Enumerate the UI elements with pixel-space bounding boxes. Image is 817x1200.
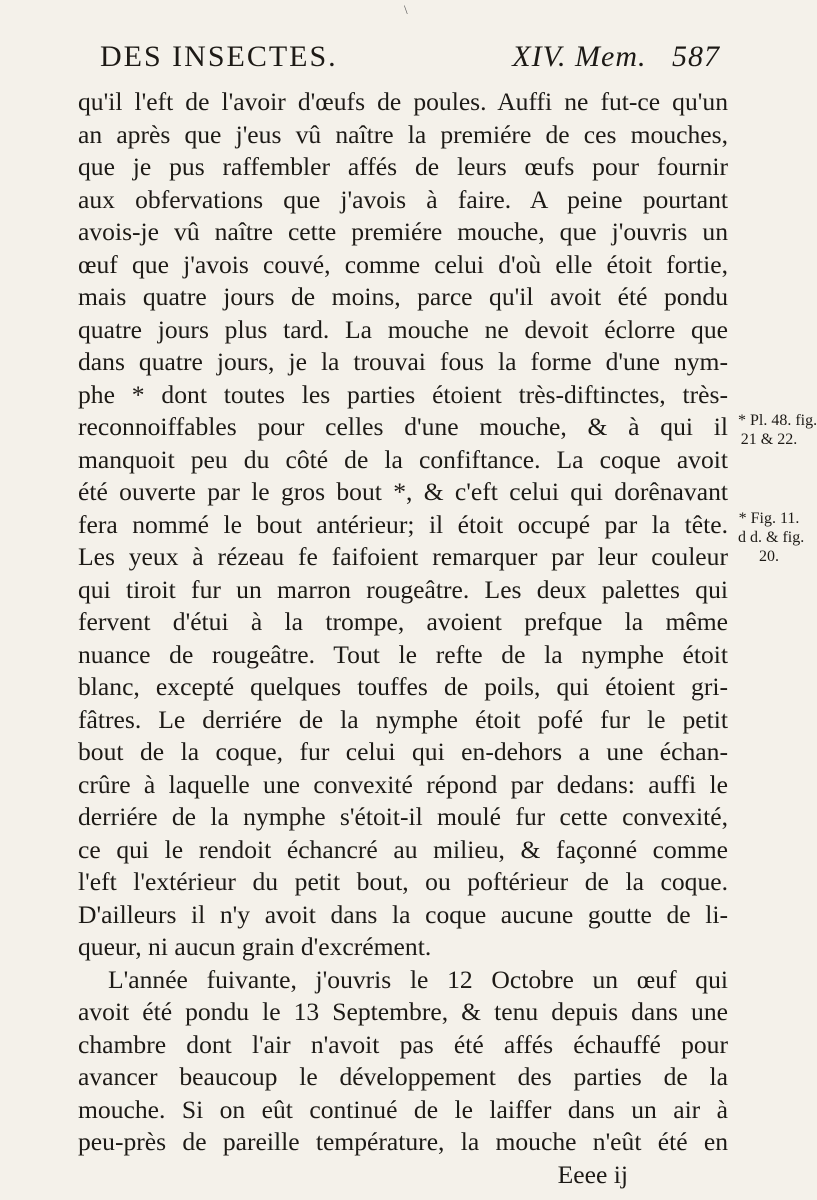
text-line: été ouverte par le gros bout *, & c'eft celui qui dorênavant bbox=[78, 477, 728, 506]
text-line: Les yeux à rézeau fe faifoient remarquer par leur couleur bbox=[78, 542, 728, 571]
text-line: crûre à laquelle une convexité répond par dedans: auffi le bbox=[78, 769, 728, 799]
text-line: qui tiroit fur un marron rougeâtre. Les deux palettes qui bbox=[78, 574, 728, 604]
text-line: phe * dont toutes les parties étoient très-diftinctes, très- bbox=[78, 379, 728, 409]
running-head-title: DES INSECTES. bbox=[100, 40, 338, 73]
text-line: œuf que j'avois couvé, comme celui d'où elle étoit fortie, bbox=[78, 249, 728, 279]
text-line: dans quatre jours, je la trouvai fous la forme d'une nym- bbox=[78, 347, 728, 376]
section-label: XIV. Mem. bbox=[512, 40, 647, 73]
margin-note-figure-reference bbox=[738, 509, 805, 566]
margin-note-line: * Fig. 11. bbox=[738, 510, 800, 527]
text-line: nuance de rougeâtre. Tout le refte de la nymphe étoit bbox=[78, 639, 728, 669]
text-line: quatre jours plus tard. La mouche ne devoit éclorre que bbox=[78, 314, 728, 344]
text-line: peu-près de pareille température, la mouche n'eût été en bbox=[78, 1127, 728, 1156]
text-line: blanc, excepté quelques touffes de poils, qui étoient gri- bbox=[78, 672, 728, 701]
text-line: chambre dont l'air n'avoit pas été affés échauffé pour bbox=[78, 1029, 728, 1059]
text-line: bout de la coque, fur celui qui en-dehors a une échan- bbox=[78, 737, 728, 766]
text-line: fervent d'étui à la trompe, avoient prefque la même bbox=[78, 607, 728, 636]
text-line: ce qui le rendoit échancré au milieu, & façonné comme bbox=[78, 834, 728, 864]
text-line: avancer beaucoup le développement des parties de la bbox=[78, 1062, 728, 1091]
text-line: mouche. Si on eût continué de le laiffer dans un air à bbox=[78, 1094, 728, 1124]
margin-note-line: d d. & fig. bbox=[738, 529, 805, 546]
text-line: reconnoiffables pour celles d'une mouche, & à qui il bbox=[78, 412, 728, 441]
text-line: l'eft l'extérieur du petit bout, ou poftérieur de la coque. bbox=[78, 867, 728, 896]
text-line: derriére de la nymphe s'étoit-il moulé fur cette convexité, bbox=[78, 802, 728, 831]
text-line: mais quatre jours de moins, parce qu'il avoit été pondu bbox=[78, 282, 728, 311]
margin-note-line: * Pl. 48. fig. bbox=[738, 412, 817, 429]
page-number: 587 bbox=[672, 40, 720, 73]
text-line: qu'il l'eft de l'avoir d'œufs de poules. Auffi ne fut-ce qu'un bbox=[78, 87, 728, 116]
text-line-indented: L'année fuivante, j'ouvris le 12 Octobre un œuf qui bbox=[108, 964, 728, 994]
text-line: fâtres. Le derriére de la nymphe étoit pofé fur le petit bbox=[78, 704, 728, 734]
margin-note-plate-reference bbox=[738, 411, 817, 449]
catchword: Eeee ij bbox=[557, 1159, 628, 1189]
text-line: avois-je vû naître cette premiére mouche, que j'ouvris un bbox=[78, 217, 728, 246]
margin-note-line: 20. bbox=[759, 548, 779, 565]
text-line: fera nommé le bout antérieur; il étoit occupé par la tête. bbox=[78, 509, 728, 539]
tick-mark: \ bbox=[404, 2, 408, 17]
text-line: aux obfervations que j'avois à faire. A peine pourtant bbox=[78, 184, 728, 214]
text-line: avoit été pondu le 13 Septembre, & tenu depuis dans une bbox=[78, 997, 728, 1026]
section-and-page bbox=[512, 40, 720, 74]
text-line: an après que j'eus vû naître la premiére de ces mouches, bbox=[78, 119, 728, 149]
running-header bbox=[100, 40, 720, 80]
text-line: que je pus raffembler affés de leurs œufs pour fournir bbox=[78, 152, 728, 181]
body-text bbox=[78, 86, 728, 1189]
margin-note-line: 21 & 22. bbox=[740, 431, 798, 448]
text-line: queur, ni aucun grain d'excrément. bbox=[78, 932, 432, 961]
text-line: manquoit peu du côté de la confiftance. La coque avoit bbox=[78, 444, 728, 474]
text-line: D'ailleurs il n'y avoit dans la coque aucune goutte de li- bbox=[78, 899, 728, 929]
